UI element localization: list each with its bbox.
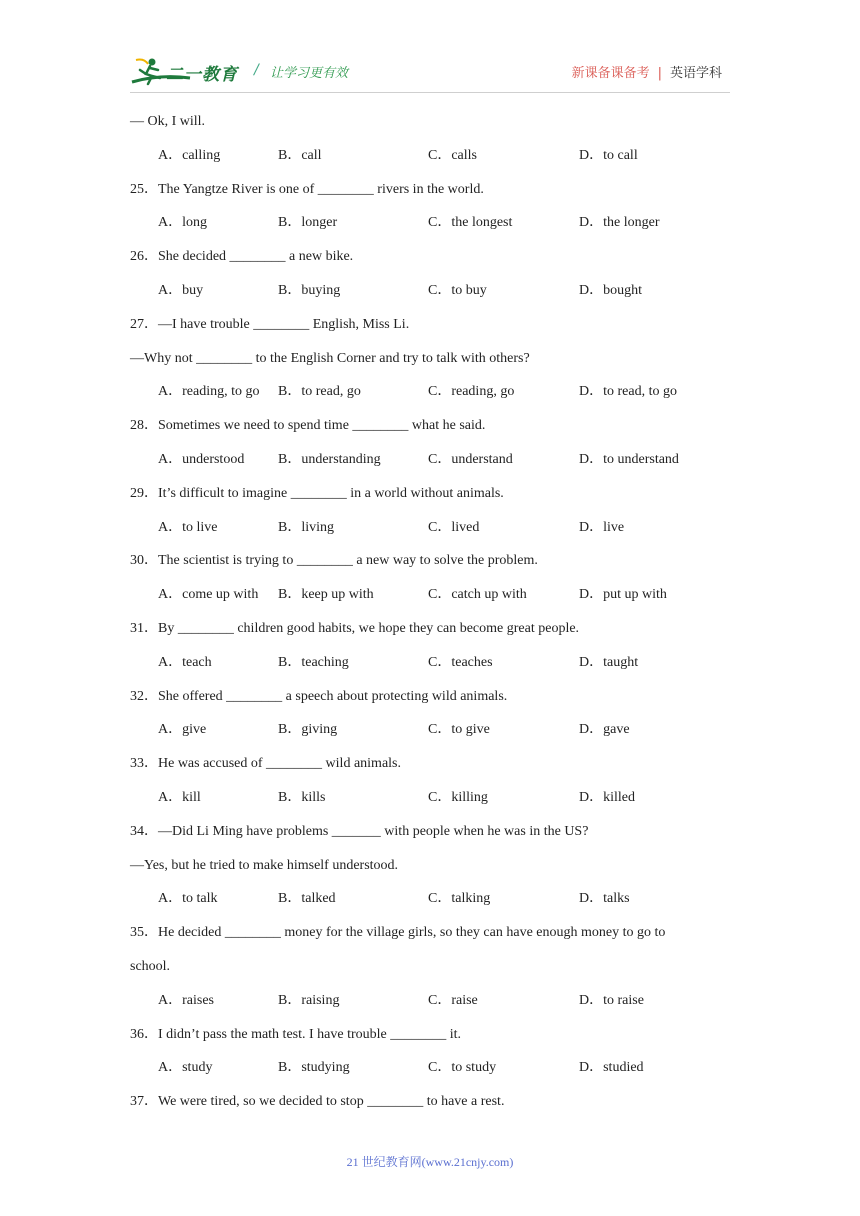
option-c: C．to study: [428, 1060, 497, 1076]
options-row: [130, 277, 730, 311]
question-line: 30．The scientist is trying to ________ a new way to solve the problem.: [130, 553, 538, 569]
option-c: C．reading, go: [428, 384, 515, 400]
option-c: C．lived: [428, 519, 480, 535]
option-a: A．come up with: [158, 587, 259, 603]
options-row: [130, 514, 730, 548]
header-slogan: 让学习更有效: [270, 66, 349, 81]
options-row: [130, 716, 730, 750]
page-footer: 21 世纪教育网(www.21cnjy.com): [346, 1155, 514, 1169]
option-c: C．calls: [428, 147, 477, 163]
question-line: 35．He decided ________ money for the village girls, so they can have enough money to go to: [130, 925, 666, 941]
option-c: C．the longest: [428, 215, 513, 231]
header-divider: [130, 92, 730, 93]
option-b: B．call: [278, 147, 322, 163]
options-row: [130, 784, 730, 818]
option-d: D．to understand: [579, 451, 679, 467]
option-c: C．teaches: [428, 654, 493, 670]
header-course: 新课备课备考: [571, 66, 650, 81]
option-d: D．put up with: [579, 587, 667, 603]
option-a: A．buy: [158, 282, 204, 298]
options-row: [130, 581, 730, 615]
options-row: [130, 209, 730, 243]
question-line: 37．We were tired, so we decided to stop ________ to have a rest.: [130, 1094, 505, 1110]
option-c: C．to give: [428, 722, 490, 738]
question-line: 28．Sometimes we need to spend time ________ what he said.: [130, 418, 486, 434]
option-d: D．to raise: [579, 992, 644, 1008]
options-row: [130, 1054, 730, 1088]
header-separator: |: [657, 66, 662, 81]
option-b: B．keep up with: [278, 587, 374, 603]
question-list: [130, 108, 730, 1122]
option-d: D．bought: [579, 282, 642, 298]
page-header: [130, 56, 730, 92]
option-d: D．killed: [579, 789, 635, 805]
question-line: — Ok, I will.: [130, 114, 206, 129]
option-b: B．giving: [278, 722, 338, 738]
option-c: C．understand: [428, 451, 513, 467]
option-b: B．living: [278, 519, 335, 535]
options-row: [130, 987, 730, 1021]
option-a: A．study: [158, 1060, 213, 1076]
option-a: A．kill: [158, 789, 201, 805]
options-row: [130, 142, 730, 176]
question-line: —Yes, but he tried to make himself understood.: [130, 857, 399, 873]
option-a: A．to talk: [158, 891, 218, 907]
option-a: A．calling: [158, 147, 221, 163]
question-line: 32．She offered ________ a speech about protecting wild animals.: [130, 688, 508, 704]
option-a: A．long: [158, 215, 207, 231]
option-a: A．teach: [158, 654, 212, 670]
option-a: A．to live: [158, 519, 218, 535]
option-c: C．talking: [428, 891, 491, 907]
option-b: B．teaching: [278, 654, 349, 670]
option-b: B．buying: [278, 282, 341, 298]
header-subject: 英语学科: [669, 66, 722, 81]
option-d: D．live: [579, 519, 625, 535]
option-b: B．understanding: [278, 451, 381, 467]
option-a: A．reading, to go: [158, 384, 260, 400]
option-c: C．catch up with: [428, 587, 527, 603]
option-b: B．to read, go: [278, 384, 361, 400]
options-row: [130, 446, 730, 480]
options-row: [130, 378, 730, 412]
option-d: D．gave: [579, 722, 630, 738]
option-d: D．talks: [579, 891, 630, 907]
option-b: B．longer: [278, 215, 338, 231]
option-d: D．to call: [579, 147, 638, 163]
option-d: D．the longer: [579, 215, 660, 231]
question-line: school.: [130, 958, 171, 974]
header-right: [572, 62, 722, 81]
option-b: B．kills: [278, 789, 326, 805]
option-c: C．raise: [428, 992, 478, 1008]
options-row: [130, 649, 730, 683]
option-a: A．give: [158, 722, 207, 738]
question-line: 36．I didn’t pass the math test. I have trouble ________ it.: [130, 1026, 462, 1042]
header-slash: /: [254, 62, 259, 78]
question-line: 25．The Yangtze River is one of ________ rivers in the world.: [130, 181, 484, 197]
question-line: 27．—I have trouble ________ English, Miss Li.: [130, 316, 410, 332]
option-b: B．raising: [278, 992, 340, 1008]
option-c: C．killing: [428, 789, 488, 805]
question-line: 34．—Did Li Ming have problems _______ with people when he was in the US?: [130, 823, 589, 839]
question-line: —Why not ________ to the English Corner and try to talk with others?: [130, 350, 530, 366]
option-d: D．taught: [579, 654, 639, 670]
question-line: 33．He was accused of ________ wild animals.: [130, 756, 401, 772]
question-line: 31．By ________ children good habits, we hope they can become great people.: [130, 620, 580, 636]
question-line: 26．She decided ________ a new bike.: [130, 249, 354, 265]
option-d: D．studied: [579, 1060, 644, 1076]
option-a: A．raises: [158, 992, 214, 1008]
option-b: B．talked: [278, 891, 336, 907]
option-b: B．studying: [278, 1060, 350, 1076]
options-row: [130, 885, 730, 919]
option-c: C．to buy: [428, 282, 487, 298]
question-line: 29．It’s difficult to imagine ________ in a world without animals.: [130, 485, 504, 501]
logo-text: 二一教育: [166, 65, 238, 84]
option-a: A．understood: [158, 451, 245, 467]
option-d: D．to read, to go: [579, 384, 677, 400]
